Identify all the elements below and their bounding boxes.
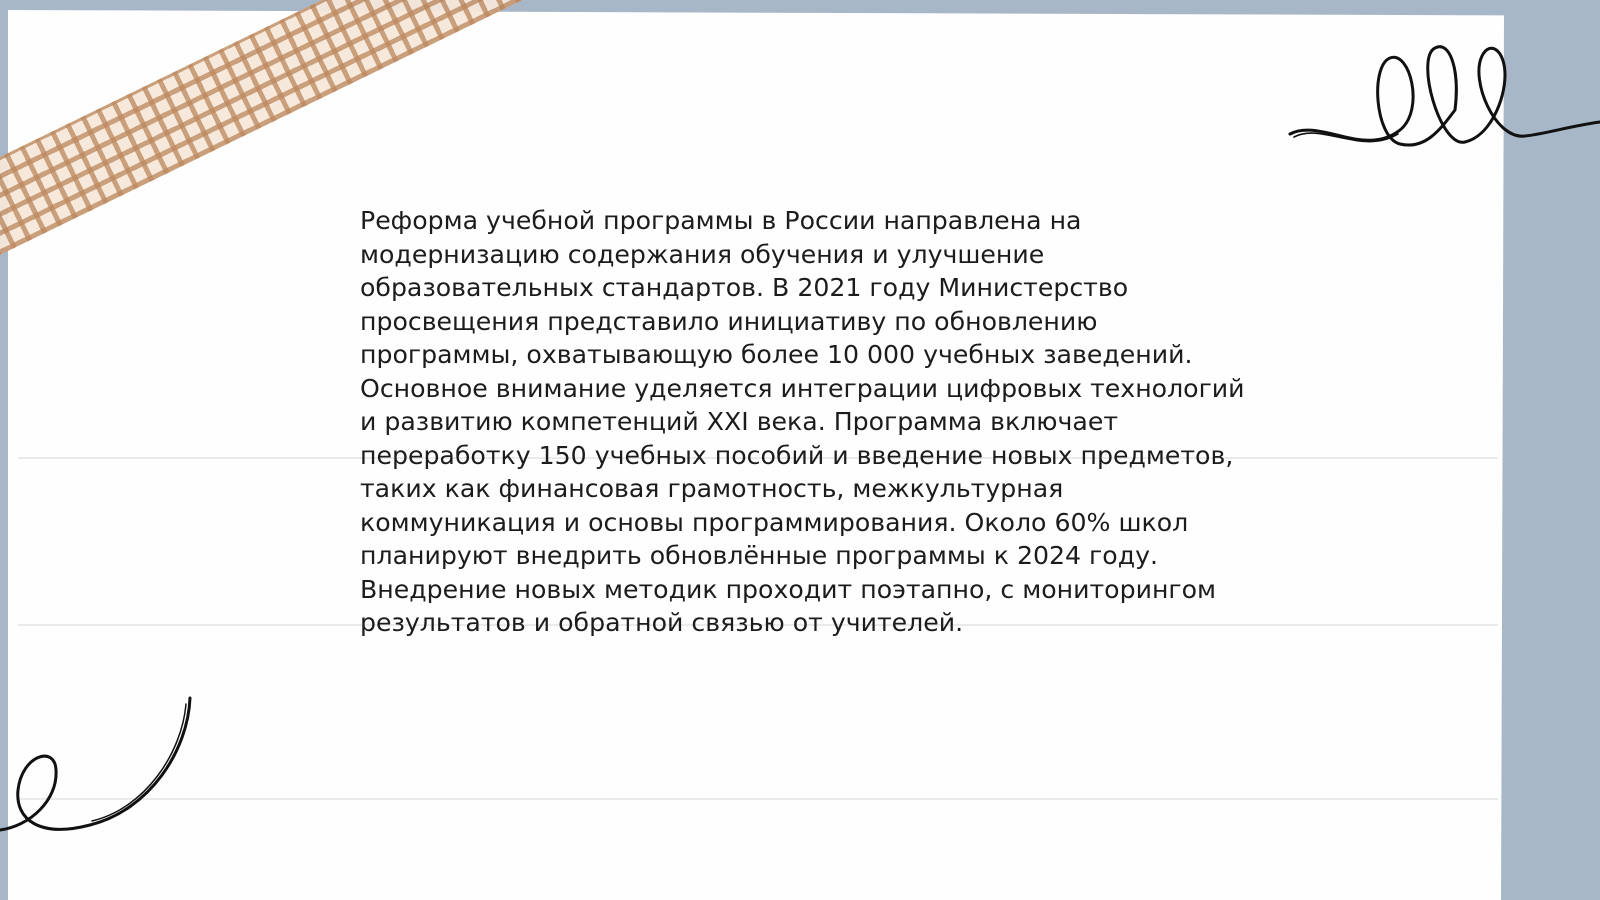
body-paragraph: Реформа учебной программы в России направлена на модернизацию содержания обучения и улучшение образовательных стандартов. В 2021 году Министерство просвещения представило инициативу по обновлению программы, охватывающую более 10 000 учебных заведений. Основное внимание уделяется интеграции цифровых технологий и развитию компетенций XXI века. Программа включает переработку 150 учебных пособий и введение новых предметов, таких как финансовая грамотность, межкультурная коммуникация и основы программирования. Около 60% школ планируют внедрить обновлённые программы к 2024 году. Внедрение новых методик проходит поэтапно, с мониторингом результатов и обратной связью от учителей. bbox=[360, 206, 1245, 637]
paper-rule-line bbox=[18, 798, 1498, 800]
loop-scribble-icon bbox=[1290, 30, 1600, 170]
swirl-scribble-icon bbox=[0, 690, 200, 850]
